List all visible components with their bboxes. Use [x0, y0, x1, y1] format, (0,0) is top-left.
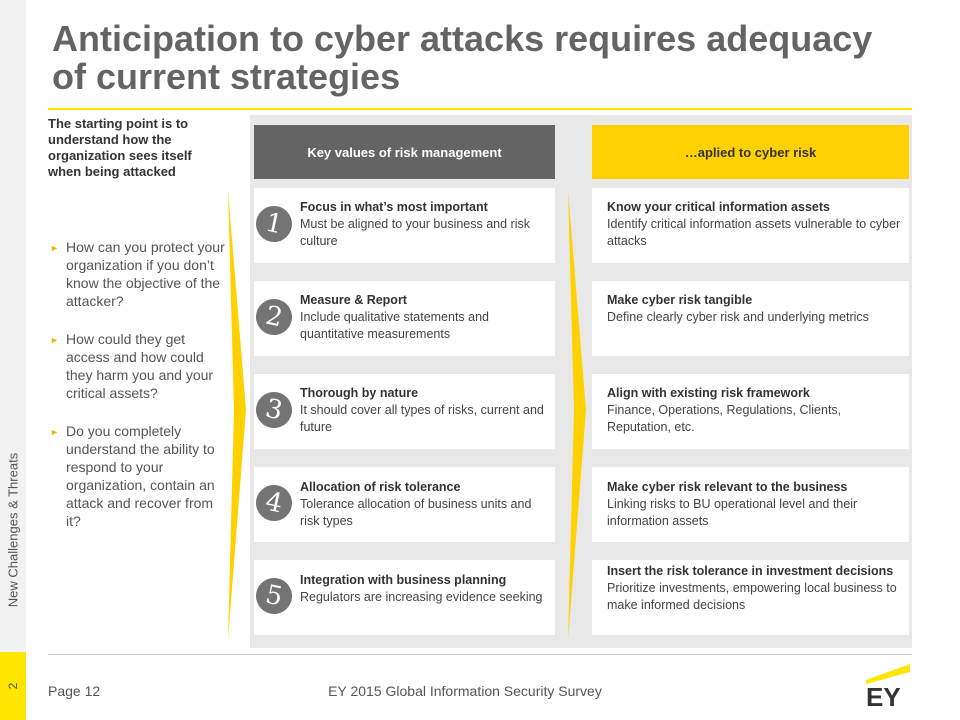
sidebar [0, 0, 26, 720]
card-description: Must be aligned to your business and risk culture [300, 217, 530, 248]
bullet-arrow-icon: ► [50, 335, 59, 345]
card-title: Know your critical information assets [607, 200, 830, 214]
risk-value-text [300, 572, 548, 606]
right-column-header: …aplied to cyber risk [592, 125, 909, 179]
bullet-arrow-icon: ► [50, 427, 59, 437]
cyber-risk-text [607, 563, 903, 614]
card-title: Thorough by nature [300, 386, 419, 400]
page-number: Page 12 [48, 683, 101, 699]
risk-value-text [300, 199, 548, 250]
footer-divider [48, 654, 912, 655]
step-number-badge: 1 [253, 203, 296, 246]
step-number-badge: 2 [253, 296, 296, 339]
card-title: Make cyber risk tangible [607, 293, 753, 307]
card-title: Allocation of risk tolerance [300, 480, 461, 494]
bullet-text: How could they get access and how could they harm you and your critical assets? [66, 331, 214, 401]
left-column-header: Key values of risk management [254, 125, 555, 179]
step-number-badge: 4 [253, 482, 296, 525]
card-title: Integration with business planning [300, 573, 507, 587]
section-number: 2 [6, 682, 20, 690]
risk-value-text [300, 385, 548, 436]
card-description: Tolerance allocation of business units and risk types [300, 497, 532, 528]
cyber-risk-text [607, 292, 903, 326]
chevron-arrow-icon [226, 190, 248, 640]
list-item [48, 238, 226, 310]
page-title: Anticipation to cyber attacks requires adequacy of current strategies [52, 18, 873, 97]
card-description: Identify critical information assets vulnerable to cyber attacks [607, 217, 901, 248]
intro-text: The starting point is to understand how the organization sees itself when being attacked [48, 116, 192, 179]
card-description: Regulators are increasing evidence seeking [300, 590, 543, 604]
section-label: New Challenges & Threats [5, 452, 21, 608]
step-number-badge: 5 [253, 575, 296, 618]
card-description: Include qualitative statements and quantitative measurements [300, 310, 490, 341]
risk-value-text [300, 479, 548, 530]
bullet-text: How can you protect your organization if you don’t know the objective of the attacker? [66, 239, 225, 309]
card-title: Align with existing risk framework [607, 386, 810, 400]
card-description: Prioritize investments, empowering local business to make informed decisions [607, 581, 897, 612]
list-item [48, 422, 226, 530]
ey-logo-icon [862, 660, 912, 710]
card-title: Focus in what’s most important [300, 200, 488, 214]
bullet-text: Do you completely understand the ability to respond to your organization, contain an attack and recover from it? [66, 423, 215, 529]
card-title: Make cyber risk relevant to the business [607, 480, 848, 494]
logo-text: EY [866, 682, 901, 710]
card-title: Insert the risk tolerance in investment decisions [607, 564, 894, 578]
card-title: Measure & Report [300, 293, 407, 307]
chevron-arrow-icon [566, 190, 588, 640]
card-description: Linking risks to BU operational level and their information assets [607, 497, 858, 528]
step-number-badge: 3 [253, 389, 296, 432]
question-list [48, 238, 226, 550]
cyber-risk-text [607, 479, 903, 530]
bullet-arrow-icon: ► [50, 243, 59, 253]
card-description: It should cover all types of risks, current and future [300, 403, 544, 434]
card-description: Define clearly cyber risk and underlying metrics [607, 310, 869, 324]
footer-source: EY 2015 Global Information Security Survey [328, 683, 602, 699]
risk-value-text [300, 292, 548, 343]
cyber-risk-text [607, 385, 903, 436]
list-item [48, 330, 226, 402]
cyber-risk-text [607, 199, 903, 250]
title-divider [48, 108, 912, 110]
card-description: Finance, Operations, Regulations, Clients, Reputation, etc. [607, 403, 842, 434]
